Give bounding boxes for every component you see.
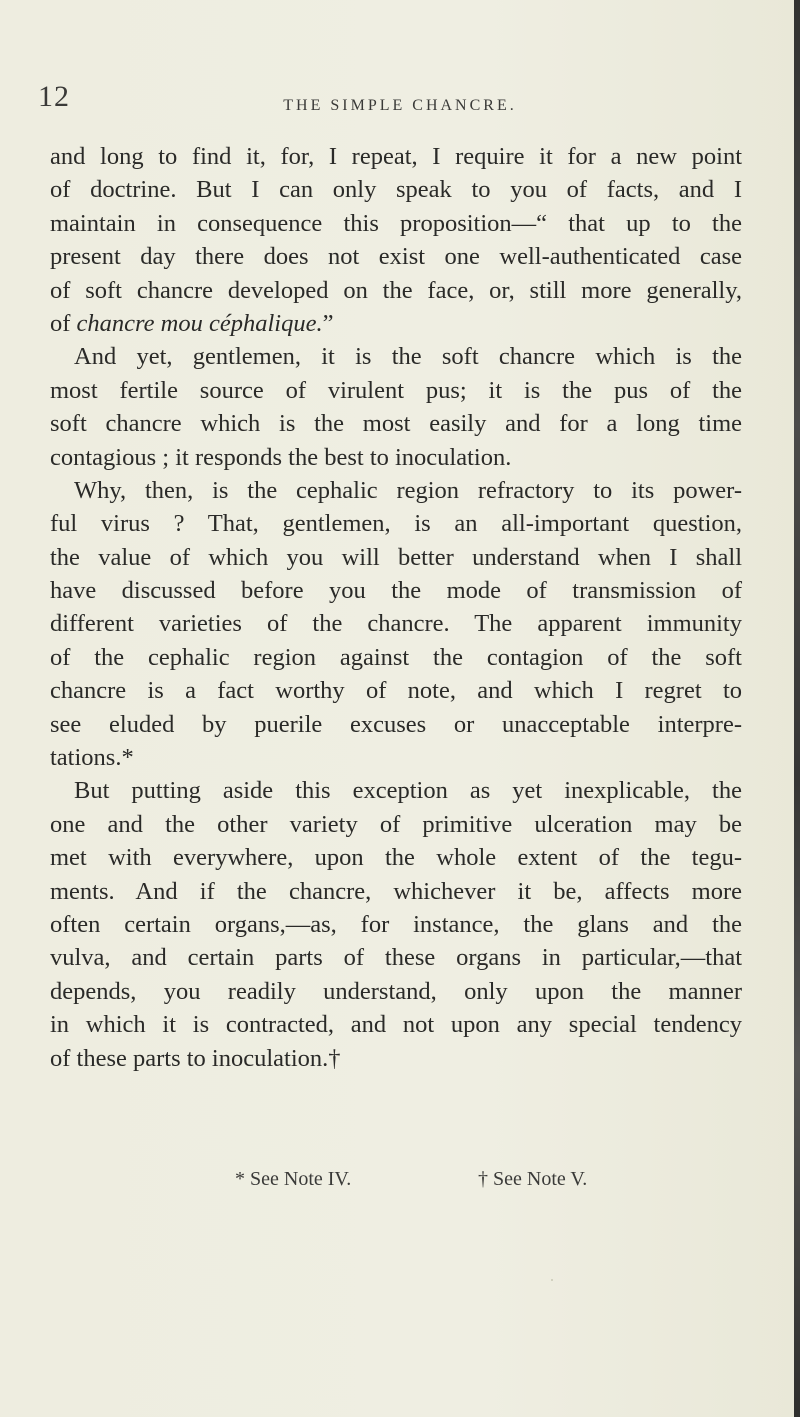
text-line: tations.* — [50, 744, 134, 772]
text-line: and long to find it, for, I repeat, I require it for a new point — [50, 143, 742, 170]
text-line: depends, you readily understand, only upon the manner — [50, 977, 742, 1005]
text-line: different varieties of the chancre. The apparent immunity — [50, 610, 742, 638]
body-text — [50, 140, 742, 1075]
text-line: maintain in consequence this proposition—“ that up to the — [50, 209, 742, 237]
text-line: Why, then, is the cephalic region refractory to its power- — [74, 476, 742, 504]
text-line: of these parts to inoculation.† — [50, 1044, 341, 1072]
text-line: in which it is contracted, and not upon any special tendency — [50, 1011, 742, 1039]
text-line: met with everywhere, upon the whole extent of the tegu- — [50, 844, 742, 872]
text-line: present day there does not exist one well-authenticated case — [50, 243, 742, 271]
italic-phrase: chancre mou céphalique. — [76, 309, 323, 337]
text-line: of the cephalic region against the contagion of the soft — [50, 643, 742, 671]
footnote: † See Note V. — [478, 1168, 588, 1190]
text-line: one and the other variety of primitive ulceration may be — [50, 810, 742, 838]
page-edge-shadow — [794, 0, 800, 1417]
text-line: And yet, gentlemen, it is the soft chancre which is the — [74, 343, 742, 371]
text-line: of soft chancre developed on the face, or, still more generally, — [50, 276, 742, 304]
page-number: 12 — [38, 80, 70, 113]
text-line: of doctrine. But I can only speak to you of facts, and I — [50, 176, 742, 204]
paper-speck — [551, 1279, 553, 1281]
text-line: soft chancre which is the most easily and for a long time — [50, 410, 742, 438]
text-line: of chancre mou céphalique.” — [50, 309, 334, 337]
running-head: THE SIMPLE CHANCRE. — [283, 97, 517, 114]
text-line: have discussed before you the mode of transmission of — [50, 577, 742, 605]
text-line: But putting aside this exception as yet inexplicable, the — [74, 777, 742, 805]
text-line: ful virus ? That, gentlemen, is an all-important question, — [50, 510, 742, 538]
text-line: most fertile source of virulent pus; it is the pus of the — [50, 376, 742, 404]
text-line: chancre is a fact worthy of note, and which I regret to — [50, 677, 742, 705]
text-line: vulva, and certain parts of these organs in particular,—that — [50, 944, 742, 972]
text-line: see eluded by puerile excuses or unacceptable interpre- — [50, 710, 742, 738]
footnote: * See Note IV. — [235, 1168, 352, 1190]
text-line: the value of which you will better understand when I shall — [50, 543, 742, 571]
text-line: often certain organs,—as, for instance, the glans and the — [50, 910, 742, 938]
text-line: ments. And if the chancre, whichever it be, affects more — [50, 877, 742, 905]
text-line: contagious ; it responds the best to inoculation. — [50, 443, 512, 471]
